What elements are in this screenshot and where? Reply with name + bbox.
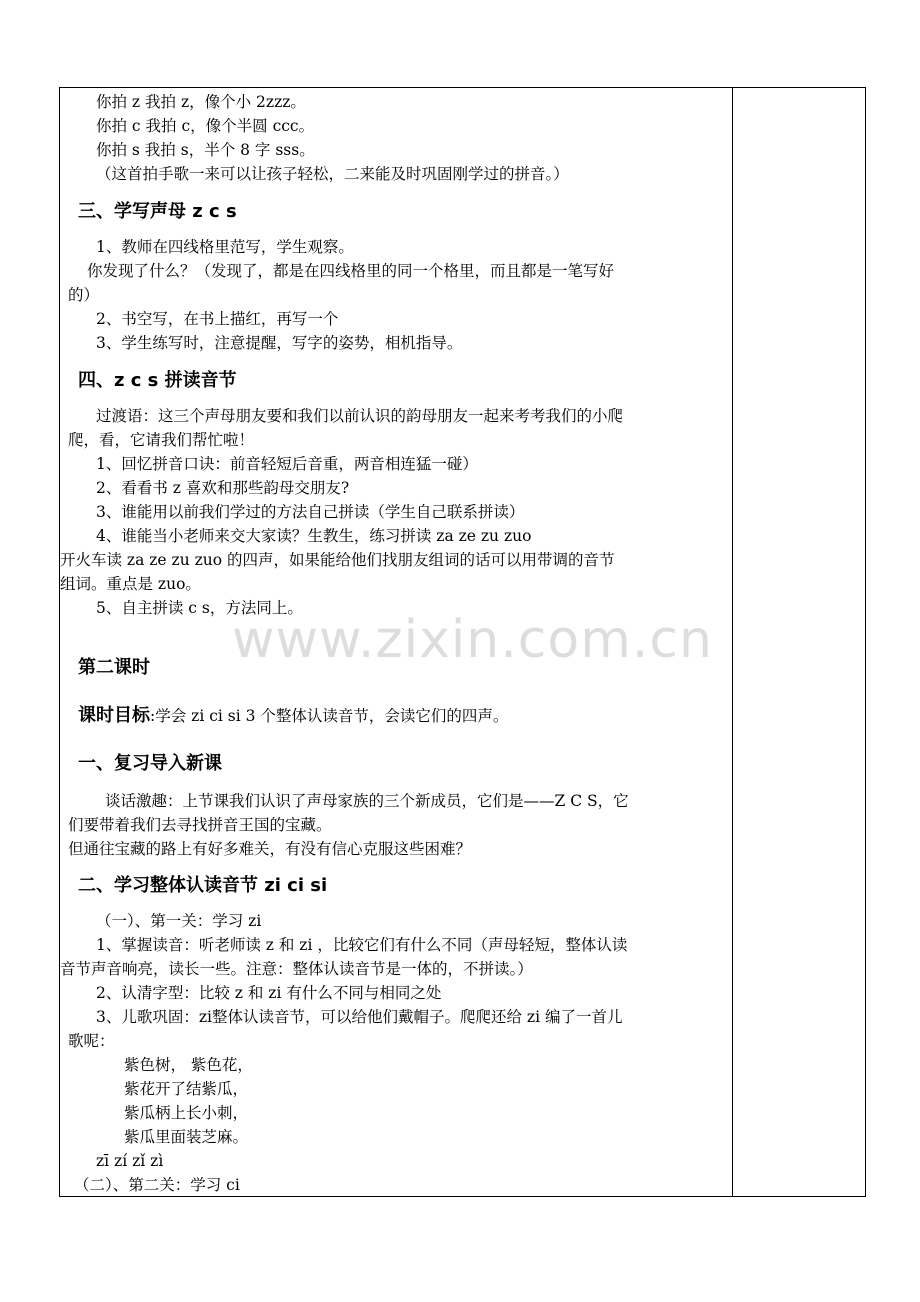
paragraph-line: 歌呢： (68, 1032, 115, 1050)
paragraph-line: （一）、第一关：学习 zi (96, 912, 262, 930)
paragraph-line: 爬，看，它请我们帮忙啦！ (68, 431, 255, 449)
lesson-goal-label: 课时目标 (78, 705, 150, 726)
paragraph-line: 2、认清字型：比较 z 和 zi 有什么不同与相同之处 (96, 984, 442, 1002)
lesson-heading: 第二课时 (78, 657, 150, 678)
paragraph-line: 过渡语：这三个声母朋友要和我们以前认识的韵母朋友一起来考考我们的小爬 (96, 407, 624, 425)
paragraph-line: 开火车读 za ze zu zuo 的四声，如果能给他们找朋友组词的话可以用带调的音节 (60, 551, 615, 569)
section-heading: 四、z c s 拼读音节 (78, 370, 237, 391)
section-heading: 三、学写声母 z c s (78, 201, 237, 222)
paragraph-line: 1、回忆拼音口诀：前音轻短后音重，两音相连猛一碰） (96, 455, 478, 473)
lesson-goal (78, 706, 508, 726)
clap-song-line: 你拍 s 我拍 s，半个 8 字 sss。 (96, 141, 315, 159)
paragraph-line: 3、学生练写时，注意提醒，写字的姿势，相机指导。 (96, 334, 463, 352)
paragraph-line: 2、看看书 z 喜欢和那些韵母交朋友? (96, 479, 350, 497)
paragraph-line: 4、谁能当小老师来交大家读？生教生，练习拼读 za ze zu zuo (96, 527, 532, 545)
paragraph-line: 音节声音响亮，读长一些。注意：整体认读音节是一体的，不拼读。） (60, 960, 533, 978)
section-heading: 一、复习导入新课 (78, 753, 222, 774)
site-watermark: www.zixin.com.cn (232, 610, 713, 670)
clap-song-line: 你拍 c 我拍 c，像个半圆 ccc。 (96, 117, 315, 135)
poem-line: 紫花开了结紫瓜， (124, 1080, 249, 1098)
poem-line: 紫瓜柄上长小刺， (124, 1104, 249, 1122)
paragraph-line: 1、掌握读音：听老师读 z 和 zi ，比较它们有什么不同（声母轻短，整体认读 (96, 936, 628, 954)
lesson-goal-text: :学会 zi ci si 3 个整体认读音节，会读它们的四声。 (150, 707, 509, 725)
poem-line: 紫色树， 紫色花， (124, 1056, 253, 1074)
paragraph-line: 1、教师在四线格里范写，学生观察。 (96, 238, 354, 256)
clap-song-note: （这首拍手歌一来可以让孩子轻松，二来能及时巩固刚学过的拼音。） (96, 165, 569, 183)
paragraph-line: 2、书空写，在书上描红，再写一个 (96, 310, 339, 328)
paragraph-line: （二）、第二关：学习 ci (74, 1176, 240, 1194)
paragraph-line: 谈话激趣：上节课我们认识了声母家族的三个新成员，它们是——Z C S，它 (105, 792, 629, 810)
paragraph-line: 但通往宝藏的路上有好多难关，有没有信心克服这些困难？ (68, 840, 472, 858)
tone-marks: zī zí zǐ zì (96, 1152, 164, 1170)
paragraph-line: 你发现了什么？（发现了，都是在四线格里的同一个格里，而且都是一笔写好 (87, 262, 615, 280)
poem-line: 紫瓜里面装芝麻。 (124, 1128, 249, 1146)
clap-song-line: 你拍 z 我拍 z，像个小 2zzz。 (96, 93, 306, 111)
paragraph-line: 组词。重点是 zuo。 (60, 575, 201, 593)
paragraph-line: 们要带着我们去寻找拼音王国的宝藏。 (68, 816, 332, 834)
paragraph-line: 5、自主拼读 c s，方法同上。 (96, 599, 303, 617)
paragraph-line: 3、谁能用以前我们学过的方法自己拼读（学生自己联系拼读） (96, 503, 525, 521)
paragraph-line: 3、儿歌巩固：zi整体认读音节，可以给他们戴帽子。爬爬还给 zi 编了一首儿 (96, 1008, 623, 1026)
paragraph-line: 的） (68, 286, 100, 304)
notes-column (733, 88, 865, 1196)
section-heading: 二、学习整体认读音节 zi ci si (78, 875, 328, 896)
